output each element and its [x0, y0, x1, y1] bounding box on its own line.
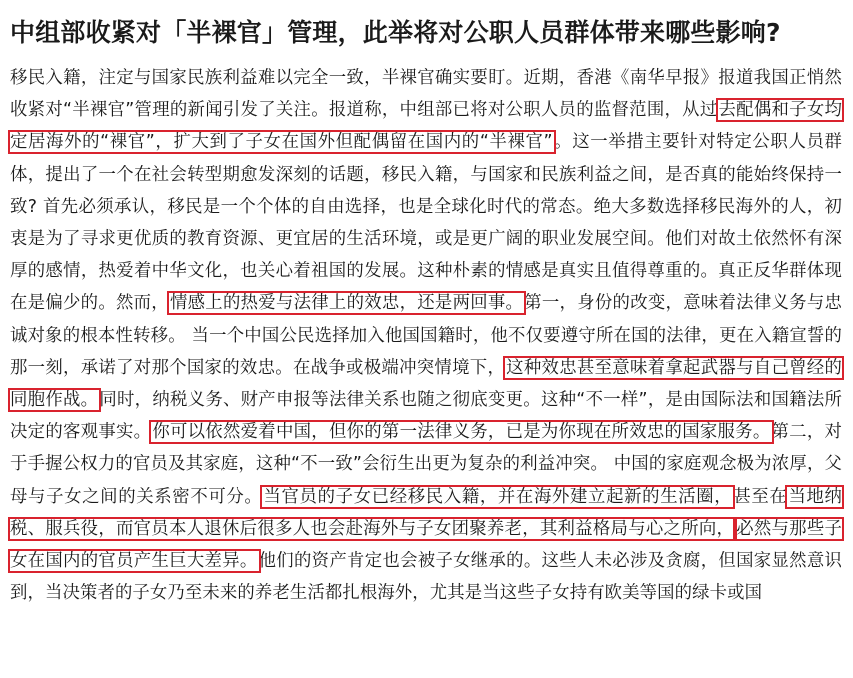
highlighted-text: 当官员的子女已经移民入籍，并在海外建立起新的生活圈，	[263, 486, 733, 507]
article-title: 中组部收紧对「半裸官」管理，此举将对公职人员群体带来哪些影响?	[10, 18, 781, 47]
highlighted-text: 当地纳税、服兵役，而官员本人退休后很多人也会赴海外与子女团聚养老，其利益格局与心之所向，	[10, 486, 842, 539]
body-text-segment: 移民入籍，注定与国家民族利益难以完全一致，半裸官确实要盯。近期，香港《南华早报》报道我国正悄然收紧对“半裸官”管理的新闻引发了关注。报道称，中组部已将对公职人员的监督范围，从过	[10, 68, 842, 121]
article	[10, 12, 842, 609]
body-text-segment: 第一，身份的改变，意味着法律义务与忠诚对象的根本性转移。 当一个中国公民选择加入他国国籍时，他不仅要遵守所在国的法律，更在入籍宣誓的那一刻，承诺了对那个国家的效忠。在战争或极端冲突情境下，	[10, 293, 842, 378]
body-text-segment: 他们的资产肯定也会被子女继承的。这些人未必涉及贪腐，但国家显然意识到，当决策者的子女乃至未来的养老生活都扎根海外，尤其是当这些子女持有欧美等国的绿卡或国	[10, 551, 842, 604]
highlighted-text: 必然与那些子女在国内的官员产生巨大差异。	[10, 518, 842, 572]
highlighted-text: 你可以依然爱着中国，但你的第一法律义务，已是为你现在所效忠的国家服务。	[152, 422, 771, 443]
body-text-segment: 第二，对于手握公权力的官员及其家庭，这种“不一致”会衍生出更为复杂的利益冲突。 中国的家庭观念极为浓厚，父母与子女之间的关系密不可分。	[10, 422, 842, 507]
highlighted-text: 这种效忠甚至意味着拿起武器与自己曾经的同胞作战。	[10, 357, 842, 411]
body-text-segment: 同时，纳税义务、财产申报等法律关系也随之彻底变更。这种“不一样”，是由国际法和国籍法所决定的客观事实。	[10, 390, 842, 443]
body-text-segment: 。这一举措主要针对特定公职人员群体，提出了一个在社会转型期愈发深刻的话题，移民入籍，与国家和民族利益之间，是否真的能始终保持一致? 首先必须承认，移民是一个个体的自由选择，也是全球化时代的常态。绝大多数选择移民海外的人，初衷是为了寻求更优质的教育资源、更宜居的生活环境，或是更广阔的职业发展空间。他们对故土依然怀有深厚的感情，热爱着中华文化，也关心着祖国的发展。这种朴素的情感是真实且值得尊重的。真正反华群体现在是偏少的。然而，	[10, 132, 842, 314]
body-text-segment: 甚至在	[733, 486, 788, 507]
highlighted-text: 情感上的热爱与法律上的效忠，还是两回事。	[169, 293, 524, 314]
highlighted-text: 去配偶和子女均定居海外的“裸官”，扩大到了子女在国外但配偶留在国内的“半裸官”	[10, 100, 842, 153]
article-body	[10, 62, 842, 609]
